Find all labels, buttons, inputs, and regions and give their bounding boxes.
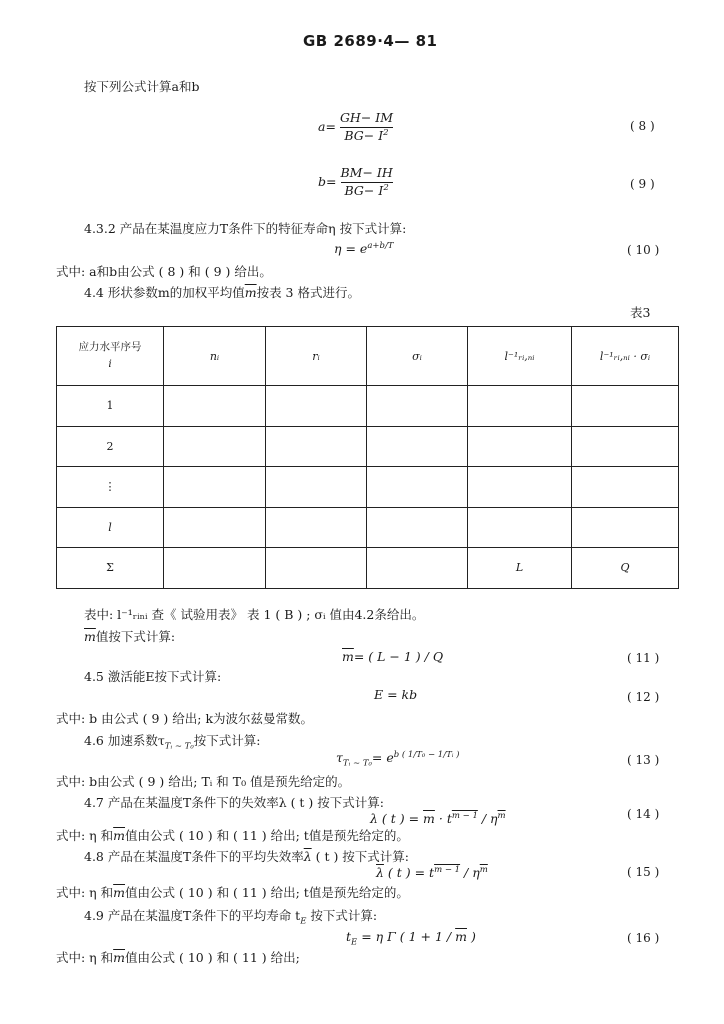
table-note: 表中: l⁻¹ᵣᵢₙᵢ 查《 试验用表》 表 1 ( B ) ; σᵢ 值由4.2条给出。 (84, 607, 425, 622)
lambda-bar-symbol: $\overline{\lambda}$ (303, 849, 312, 864)
s46-pre: 4.6 加速系数τ (84, 733, 165, 748)
m-bar-symbol: $\overline{m}$ (244, 285, 257, 300)
where-eq14 (56, 830, 409, 843)
m-bar-symbol: $\overline{m}$ (113, 950, 126, 965)
eq16-number: ( 16 ) (627, 931, 660, 945)
col-sigma: σᵢ (367, 327, 468, 386)
eq8-number: ( 8 ) (630, 119, 655, 133)
equation-11 (342, 651, 443, 664)
table-cell: Q (572, 548, 679, 589)
eq13-tau: τ (336, 750, 343, 765)
where-eq10: 式中: a和b由公式 ( 8 ) 和 ( 9 ) 给出。 (56, 264, 272, 279)
table-cell (468, 426, 572, 467)
table-cell (164, 548, 266, 589)
equation-15 (376, 864, 488, 880)
table-cell (266, 548, 367, 589)
table-cell (367, 426, 468, 467)
eq10-number: ( 10 ) (627, 243, 660, 257)
eq13-tau-sub: Tᵢ ~ T₀ (342, 758, 372, 769)
eq13-mid: = e (371, 750, 394, 765)
equation-9 (318, 167, 397, 197)
m-bar-symbol: $\overline{m}$ (113, 885, 126, 900)
col-r: rᵢ (266, 327, 367, 386)
eq10-exponent: a+b/T (367, 240, 394, 251)
table-cell (572, 507, 679, 548)
m-bar-symbol: $\overline{m}$ (342, 649, 354, 664)
eq13-number: ( 13 ) (627, 753, 660, 767)
s44-pre: 4.4 形状参数m的加权平均值 (84, 285, 245, 300)
where14-pre: 式中: η 和 (56, 828, 114, 843)
table-cell: L (468, 548, 572, 589)
equation-10 (334, 240, 394, 256)
eq15-exp1: m − 1 (434, 864, 461, 875)
eq14-eta: / η (477, 811, 498, 826)
table-cell (367, 386, 468, 427)
equation-16 (346, 929, 476, 948)
table-cell: 2 (57, 426, 164, 467)
table-cell: ⋮ (57, 467, 164, 508)
table-cell (266, 507, 367, 548)
table-row (57, 467, 679, 508)
eq12-number: ( 12 ) (627, 690, 660, 704)
table-row (57, 386, 679, 427)
eq14-number: ( 14 ) (627, 807, 660, 821)
eq15-t: ( t ) = t (383, 865, 435, 880)
table-header-row (57, 327, 679, 386)
eq16-t: t (346, 929, 352, 944)
m-calc-intro (84, 631, 175, 644)
m-bar-symbol: $\overline{m}$ (455, 929, 467, 944)
m-bar-symbol: $\overline{m}$ (423, 811, 435, 826)
table-cell (367, 548, 468, 589)
eq16-sub: E (351, 937, 358, 948)
where-eq12: 式中: b 由公式 ( 9 ) 给出; k为波尔兹曼常数。 (56, 711, 314, 726)
where15-pre: 式中: η 和 (56, 885, 114, 900)
where-eq13: 式中: b由公式 ( 9 ) 给出; Tᵢ 和 T₀ 值是预先给定的。 (56, 774, 351, 789)
table-row (57, 507, 679, 548)
where16-post: 值由公式 ( 10 ) 和 ( 11 ) 给出; (125, 950, 300, 965)
eq9-numerator: BM− IH (340, 165, 393, 180)
table-cell (468, 467, 572, 508)
table-cell (164, 467, 266, 508)
table-cell (468, 386, 572, 427)
eq16-close: ) (466, 929, 476, 944)
s49-text: 4.9 产品在某温度T条件下的平均寿命 t (84, 908, 301, 923)
table-cell (164, 507, 266, 548)
section-4-9 (84, 908, 378, 927)
where15-post: 值由公式 ( 10 ) 和 ( 11 ) 给出; t值是预先给定的。 (125, 885, 409, 900)
eq15-eta: / η (460, 865, 480, 880)
table-cell: l (57, 507, 164, 548)
lambda-bar-symbol: $\overline{\lambda}$ (376, 865, 384, 880)
m-bar-symbol: $\overline{m}$ (84, 629, 96, 644)
section-4-8 (84, 851, 409, 864)
section-4-3-2: 4.3.2 产品在某温度应力T条件下的特征寿命η 按下式计算: (84, 221, 407, 236)
where14-post: 值由公式 ( 10 ) 和 ( 11 ) 给出; t值是预先给定的。 (125, 828, 409, 843)
table-cell (572, 426, 679, 467)
col-stress-level (57, 327, 164, 386)
where-eq15 (56, 887, 409, 900)
equation-12: E = kb (374, 687, 418, 702)
col-l-inv: l⁻¹ᵣᵢ,ₙᵢ (468, 327, 572, 386)
page-header: GB 2689·4— 81 (303, 32, 438, 50)
eq10-base: η = e (334, 241, 368, 256)
section-4-5: 4.5 激活能E按下式计算: (84, 669, 222, 684)
eq9-denominator: BG− I (344, 182, 384, 198)
eq15-exp2: m (479, 864, 488, 875)
m-calc-text: 值按下式计算: (95, 629, 176, 644)
col-n: nᵢ (164, 327, 266, 386)
equation-13 (336, 749, 460, 769)
table-cell (572, 467, 679, 508)
table-cell (266, 467, 367, 508)
s46-post: 按下式计算: (193, 733, 261, 748)
section-4-4 (84, 287, 360, 300)
table-cell (572, 386, 679, 427)
col-stress-level-index: i (108, 358, 112, 370)
eq11-rhs: = ( L − 1 ) / Q (353, 649, 444, 664)
table-cell (164, 386, 266, 427)
table-row (57, 426, 679, 467)
eq8-denominator: BG− I (344, 127, 384, 143)
col-l-inv-sigma: l⁻¹ᵣᵢ,ₙᵢ · σᵢ (572, 327, 679, 386)
eq11-number: ( 11 ) (627, 651, 660, 665)
s49-sub: E (300, 916, 307, 927)
table-cell (367, 507, 468, 548)
section-4-6 (84, 733, 261, 752)
col-stress-level-label: 应力水平序号 (78, 341, 142, 354)
equation-8 (318, 112, 397, 142)
table-cell: 1 (57, 386, 164, 427)
s44-post: 按表 3 格式进行。 (256, 285, 360, 300)
table-3 (56, 326, 679, 589)
table-3-label: 表3 (630, 305, 651, 320)
intro-text: 按下列公式计算a和b (84, 79, 200, 94)
s48-pre: 4.8 产品在某温度T条件下的平均失效率 (84, 849, 304, 864)
table-cell (266, 426, 367, 467)
eq13-exponent: b ( 1/T₀ − 1/Tᵢ ) (393, 749, 460, 760)
eq8-lhs: a= (318, 118, 336, 134)
eq8-den-exponent: 2 (383, 127, 389, 138)
s48-post: ( t ) 按下式计算: (311, 849, 410, 864)
table-cell: Σ (57, 548, 164, 589)
eq14-exp1: m − 1 (451, 810, 478, 821)
where-eq16 (56, 952, 300, 965)
eq9-lhs: b= (318, 173, 337, 189)
eq16-gamma: = η Γ ( 1 + 1 / (357, 929, 456, 944)
table-cell (367, 467, 468, 508)
s46-sub: Tᵢ ~ T₀ (164, 741, 194, 752)
eq14-t: · t (434, 811, 452, 826)
table-cell (266, 386, 367, 427)
eq14-exp2: m (497, 810, 506, 821)
eq9-number: ( 9 ) (630, 177, 655, 191)
table-cell (468, 507, 572, 548)
section-4-7: 4.7 产品在某温度T条件下的失效率λ ( t ) 按下式计算: (84, 795, 384, 810)
s49-post: 按下式计算: (306, 908, 378, 923)
table-row (57, 548, 679, 589)
eq8-numerator: GH− IM (339, 110, 394, 125)
equation-14 (370, 810, 506, 826)
where16-pre: 式中: η 和 (56, 950, 114, 965)
m-bar-symbol: $\overline{m}$ (113, 828, 126, 843)
table-cell (164, 426, 266, 467)
eq15-number: ( 15 ) (627, 865, 660, 879)
eq14-lambda: λ ( t ) = (370, 811, 424, 826)
eq9-den-exponent: 2 (383, 182, 389, 193)
